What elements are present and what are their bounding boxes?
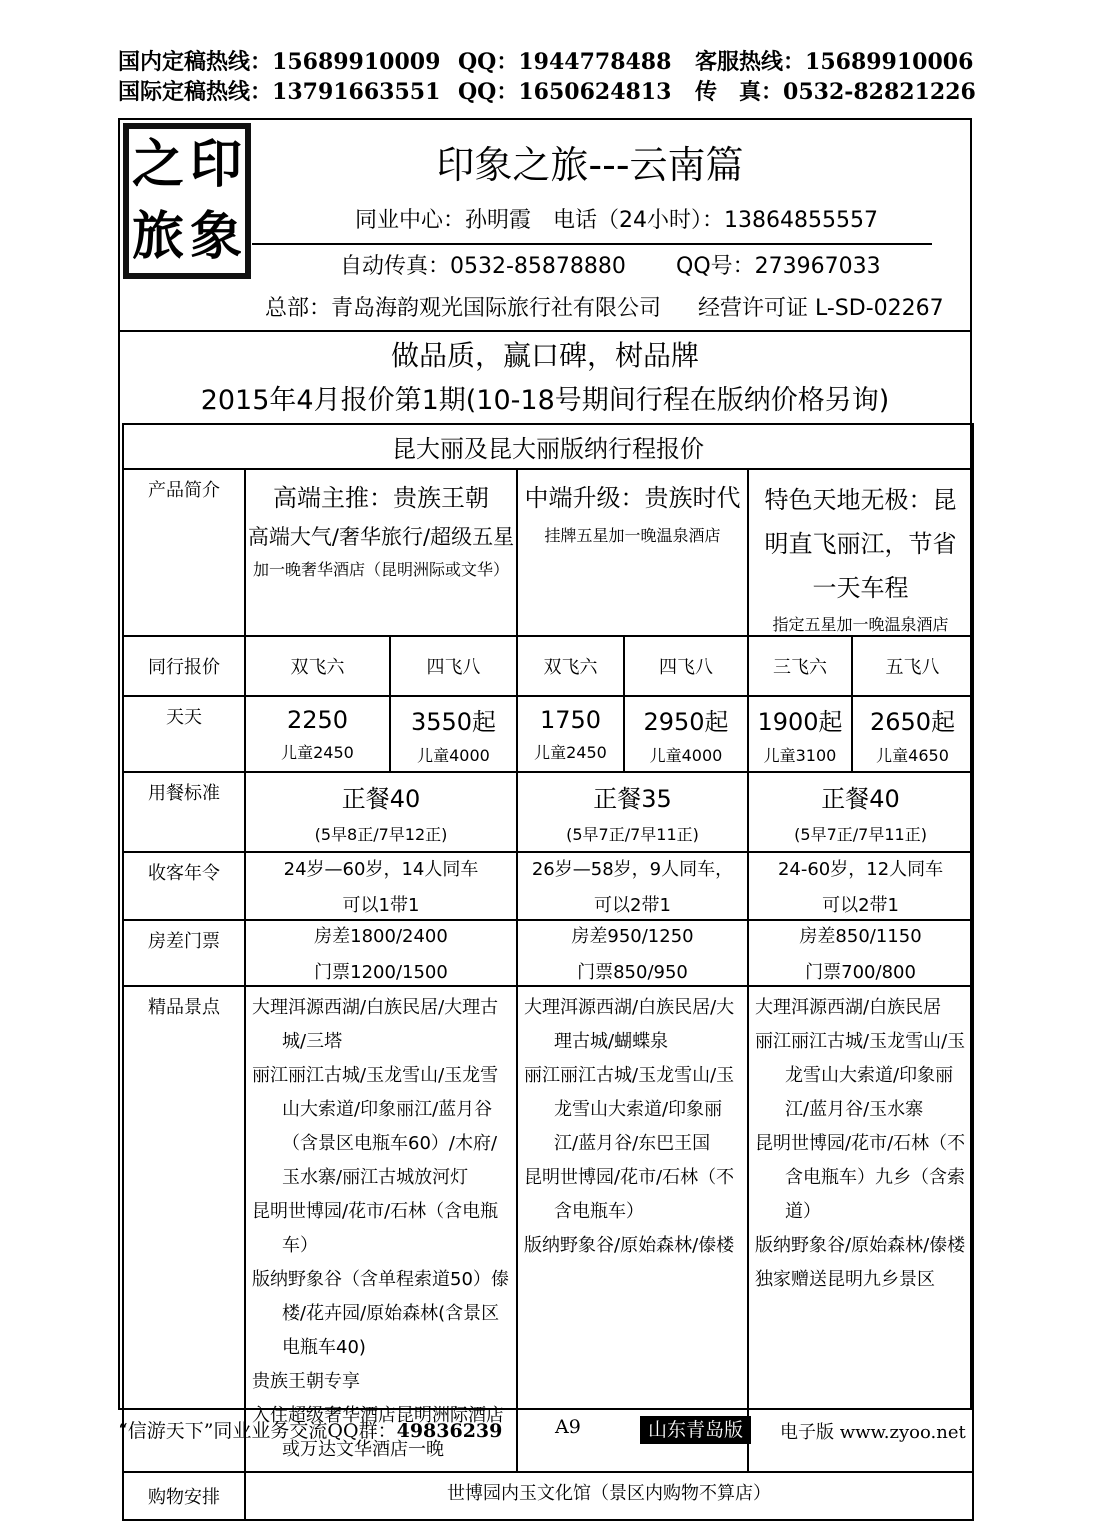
product-desc: 高端大气/奢华旅行/超级五星: [247, 525, 515, 549]
meal-standard: 正餐40: [821, 785, 900, 813]
spots-cell: [748, 986, 973, 1472]
domestic-hotline-label: 国内定稿热线：: [118, 49, 273, 75]
adult-price: 2250: [286, 705, 349, 734]
meal-cell: [748, 772, 973, 852]
child-policy: 可以2带1: [594, 895, 671, 916]
issue-line: 2015年4月报价第1期(10-18号期间行程在版纳价格另询): [200, 385, 890, 416]
row-label: 产品简介: [123, 469, 245, 636]
row-label: 购物安排: [123, 1472, 245, 1520]
service-hotline: [695, 48, 973, 76]
spot-item: 昆明世博园/花市/石林（含电瓶车）: [252, 1201, 499, 1256]
row-label: 用餐标准: [123, 772, 245, 852]
child-price: 儿童4000: [649, 746, 723, 765]
adult-price: 1750: [539, 705, 602, 734]
spot-item: 昆明世博园/花市/石林（不含电瓶车）九乡（含索道）: [755, 1133, 966, 1222]
price-cell: [624, 696, 748, 772]
qq-group-number: 49836239: [396, 1420, 503, 1442]
spot-item: 昆明世博园/花市/石林（不含电瓶车）: [524, 1167, 735, 1222]
spot-item: 版纳野象谷（含单程索道50）傣楼/花卉园/原始森林(含景区电瓶车40): [252, 1269, 509, 1358]
service-label: 客服热线：: [695, 49, 806, 75]
spot-item: 独家赠送昆明九乡景区: [755, 1269, 935, 1290]
license: 经营许可证 L-SD-02267: [698, 296, 944, 321]
option-name: 三飞六: [748, 636, 852, 696]
room-supplement: 房差950/1250: [571, 926, 694, 947]
headquarters: 总部：青岛海韵观光国际旅行社有限公司: [265, 296, 662, 321]
meal-detail: (5早8正/7早12正): [314, 825, 448, 844]
service-number: 15689910006: [805, 49, 974, 75]
logo-char: 旅: [131, 206, 184, 267]
qq-label: QQ：: [458, 79, 519, 105]
row-label: 收客年令: [123, 852, 245, 920]
qq-label: QQ：: [458, 49, 519, 75]
header-divider: [252, 243, 932, 245]
option-name: 四飞八: [624, 636, 748, 696]
price-cell: [517, 696, 624, 772]
row-label: 天天: [123, 696, 245, 772]
ticket-price: 门票850/950: [577, 962, 688, 983]
price-cell: [852, 696, 973, 772]
price-cell: [245, 696, 390, 772]
spot-item: 大理洱源西湖/白族民居/大理古城/蝴蝶泉: [524, 997, 735, 1052]
meal-detail: (5早7正/7早11正): [794, 825, 927, 844]
product-name: 中端升级：贵族时代: [524, 484, 741, 512]
website: 电子版 www.zyoo.net: [780, 1422, 966, 1443]
qq-number: 1944778488: [518, 49, 672, 75]
product-desc: 指定五星加一晚温泉酒店: [772, 615, 949, 634]
meal-cell: [517, 772, 748, 852]
header-bottom-rule: [118, 330, 972, 332]
ticket-price: 门票1200/1500: [314, 962, 448, 983]
age-range: 24岁—60岁，14人同车: [283, 859, 479, 880]
spot-item: 大理洱源西湖/白族民居/大理古城/三塔: [252, 997, 499, 1052]
slogan: 做品质，赢口碑，树品牌: [390, 339, 699, 372]
child-price: 儿童2450: [534, 742, 607, 762]
logo-char: 象: [189, 206, 242, 267]
intl-hotline-label: 国际定稿热线：: [118, 79, 273, 105]
spot-item: 版纳野象谷/原始森林/傣楼: [524, 1235, 735, 1256]
edition-badge: 山东青岛版: [640, 1416, 751, 1444]
row-label: 同行报价: [123, 636, 245, 696]
logo-char: 印: [189, 134, 242, 195]
shopping-arrangement: 世博园内玉文化馆（景区内购物不算店）: [245, 1472, 973, 1520]
qq-group-label: “信游天下”同业业务交流QQ群：: [118, 1420, 397, 1442]
contact-line: 同业中心：孙明霞 电话（24小时）：13864855557: [355, 208, 878, 233]
page-number: A9: [555, 1416, 581, 1438]
price-cell: [390, 696, 517, 772]
qq-row-1: [458, 48, 671, 76]
fax-line: [695, 78, 976, 106]
age-cell: [245, 852, 517, 920]
domestic-hotline: 15689910009: [272, 49, 441, 75]
age-range: 24-60岁，12人同车: [777, 859, 944, 880]
spot-item: 丽江丽江古城/玉龙雪山/玉龙雪山大索道/印象丽江/蓝月谷/东巴王国: [524, 1065, 735, 1154]
spot-item: 丽江丽江古城/玉龙雪山/玉龙雪山大索道/印象丽江/蓝月谷/玉水寨: [755, 1031, 966, 1120]
meal-cell: [245, 772, 517, 852]
page-title: 印象之旅---云南篇: [436, 143, 744, 187]
meal-standard: 正餐35: [593, 785, 672, 813]
room-supplement: 房差1800/2400: [314, 926, 448, 947]
option-name: 双飞六: [517, 636, 624, 696]
age-range: 26岁—58岁，9人同车，: [531, 859, 734, 880]
product-desc: 加一晚奢华酒店（昆明洲际或文华）: [252, 560, 509, 579]
hotline-row-2: [118, 78, 440, 106]
fax-number: 0532-82821226: [783, 79, 976, 105]
child-price: 儿童4000: [417, 746, 490, 765]
room-cell: [748, 920, 973, 986]
row-label: 房差门票: [123, 920, 245, 986]
room-cell: [245, 920, 517, 986]
logo-char: 之: [131, 134, 184, 195]
product-desc: 挂牌五星加一晚温泉酒店: [544, 526, 721, 545]
adult-price: 1900起: [757, 708, 843, 736]
ticket-price: 门票700/800: [805, 962, 916, 983]
child-price: 儿童2450: [281, 742, 354, 762]
product-intro: [748, 469, 973, 636]
spot-item: 入住超级奢华酒店昆明洲际酒店或万达文华酒店一晚: [252, 1405, 504, 1460]
adult-price: 3550起: [410, 708, 497, 736]
age-cell: [517, 852, 748, 920]
child-policy: 可以2带1: [822, 895, 899, 916]
age-cell: [748, 852, 973, 920]
room-cell: [517, 920, 748, 986]
spot-item: 大理洱源西湖/白族民居: [755, 997, 942, 1018]
price-cell: [748, 696, 852, 772]
product-intro: [245, 469, 517, 636]
spots-cell: [517, 986, 748, 1472]
product-name: 特色天地无极：昆明直飞丽江，节省一天车程: [764, 486, 957, 602]
hotline-row-1: [118, 48, 440, 76]
adult-price: 2950起: [643, 708, 729, 736]
intl-hotline: 13791663551: [272, 79, 441, 105]
child-price: 儿童4650: [876, 746, 949, 765]
row-label: 精品景点: [123, 986, 245, 1472]
fax-info: 自动传真：0532-85878880: [340, 254, 626, 279]
qq-number: 1650624813: [518, 79, 672, 105]
fax-label: 传 真：: [695, 79, 784, 105]
option-name: 四飞八: [390, 636, 517, 696]
qq-row-2: [458, 78, 671, 106]
child-policy: 可以1带1: [342, 895, 420, 916]
product-name: 高端主推：贵族王朝: [273, 484, 489, 512]
meal-standard: 正餐40: [341, 785, 421, 813]
meal-detail: (5早7正/7早11正): [566, 825, 699, 844]
table-title: 昆大丽及昆大丽版纳行程报价: [123, 424, 973, 469]
option-name: 五飞八: [852, 636, 973, 696]
spot-item: 贵族王朝专享: [252, 1371, 360, 1392]
spots-cell: [245, 986, 517, 1472]
product-intro: [517, 469, 748, 636]
footer-group: [118, 1416, 502, 1443]
spot-item: 丽江丽江古城/玉龙雪山/玉龙雪山大索道/印象丽江/蓝月谷（含景区电瓶车60）/木府/玉水寨/丽江古城放河灯: [252, 1065, 499, 1188]
option-name: 双飞六: [245, 636, 390, 696]
child-price: 儿童3100: [763, 746, 837, 765]
qq-info: QQ号：273967033: [676, 254, 881, 279]
company-logo: [123, 123, 251, 279]
adult-price: 2650起: [870, 708, 956, 736]
spot-item: 版纳野象谷/原始森林/傣楼: [755, 1235, 966, 1256]
room-supplement: 房差850/1150: [799, 926, 922, 947]
price-table: [122, 423, 974, 1521]
